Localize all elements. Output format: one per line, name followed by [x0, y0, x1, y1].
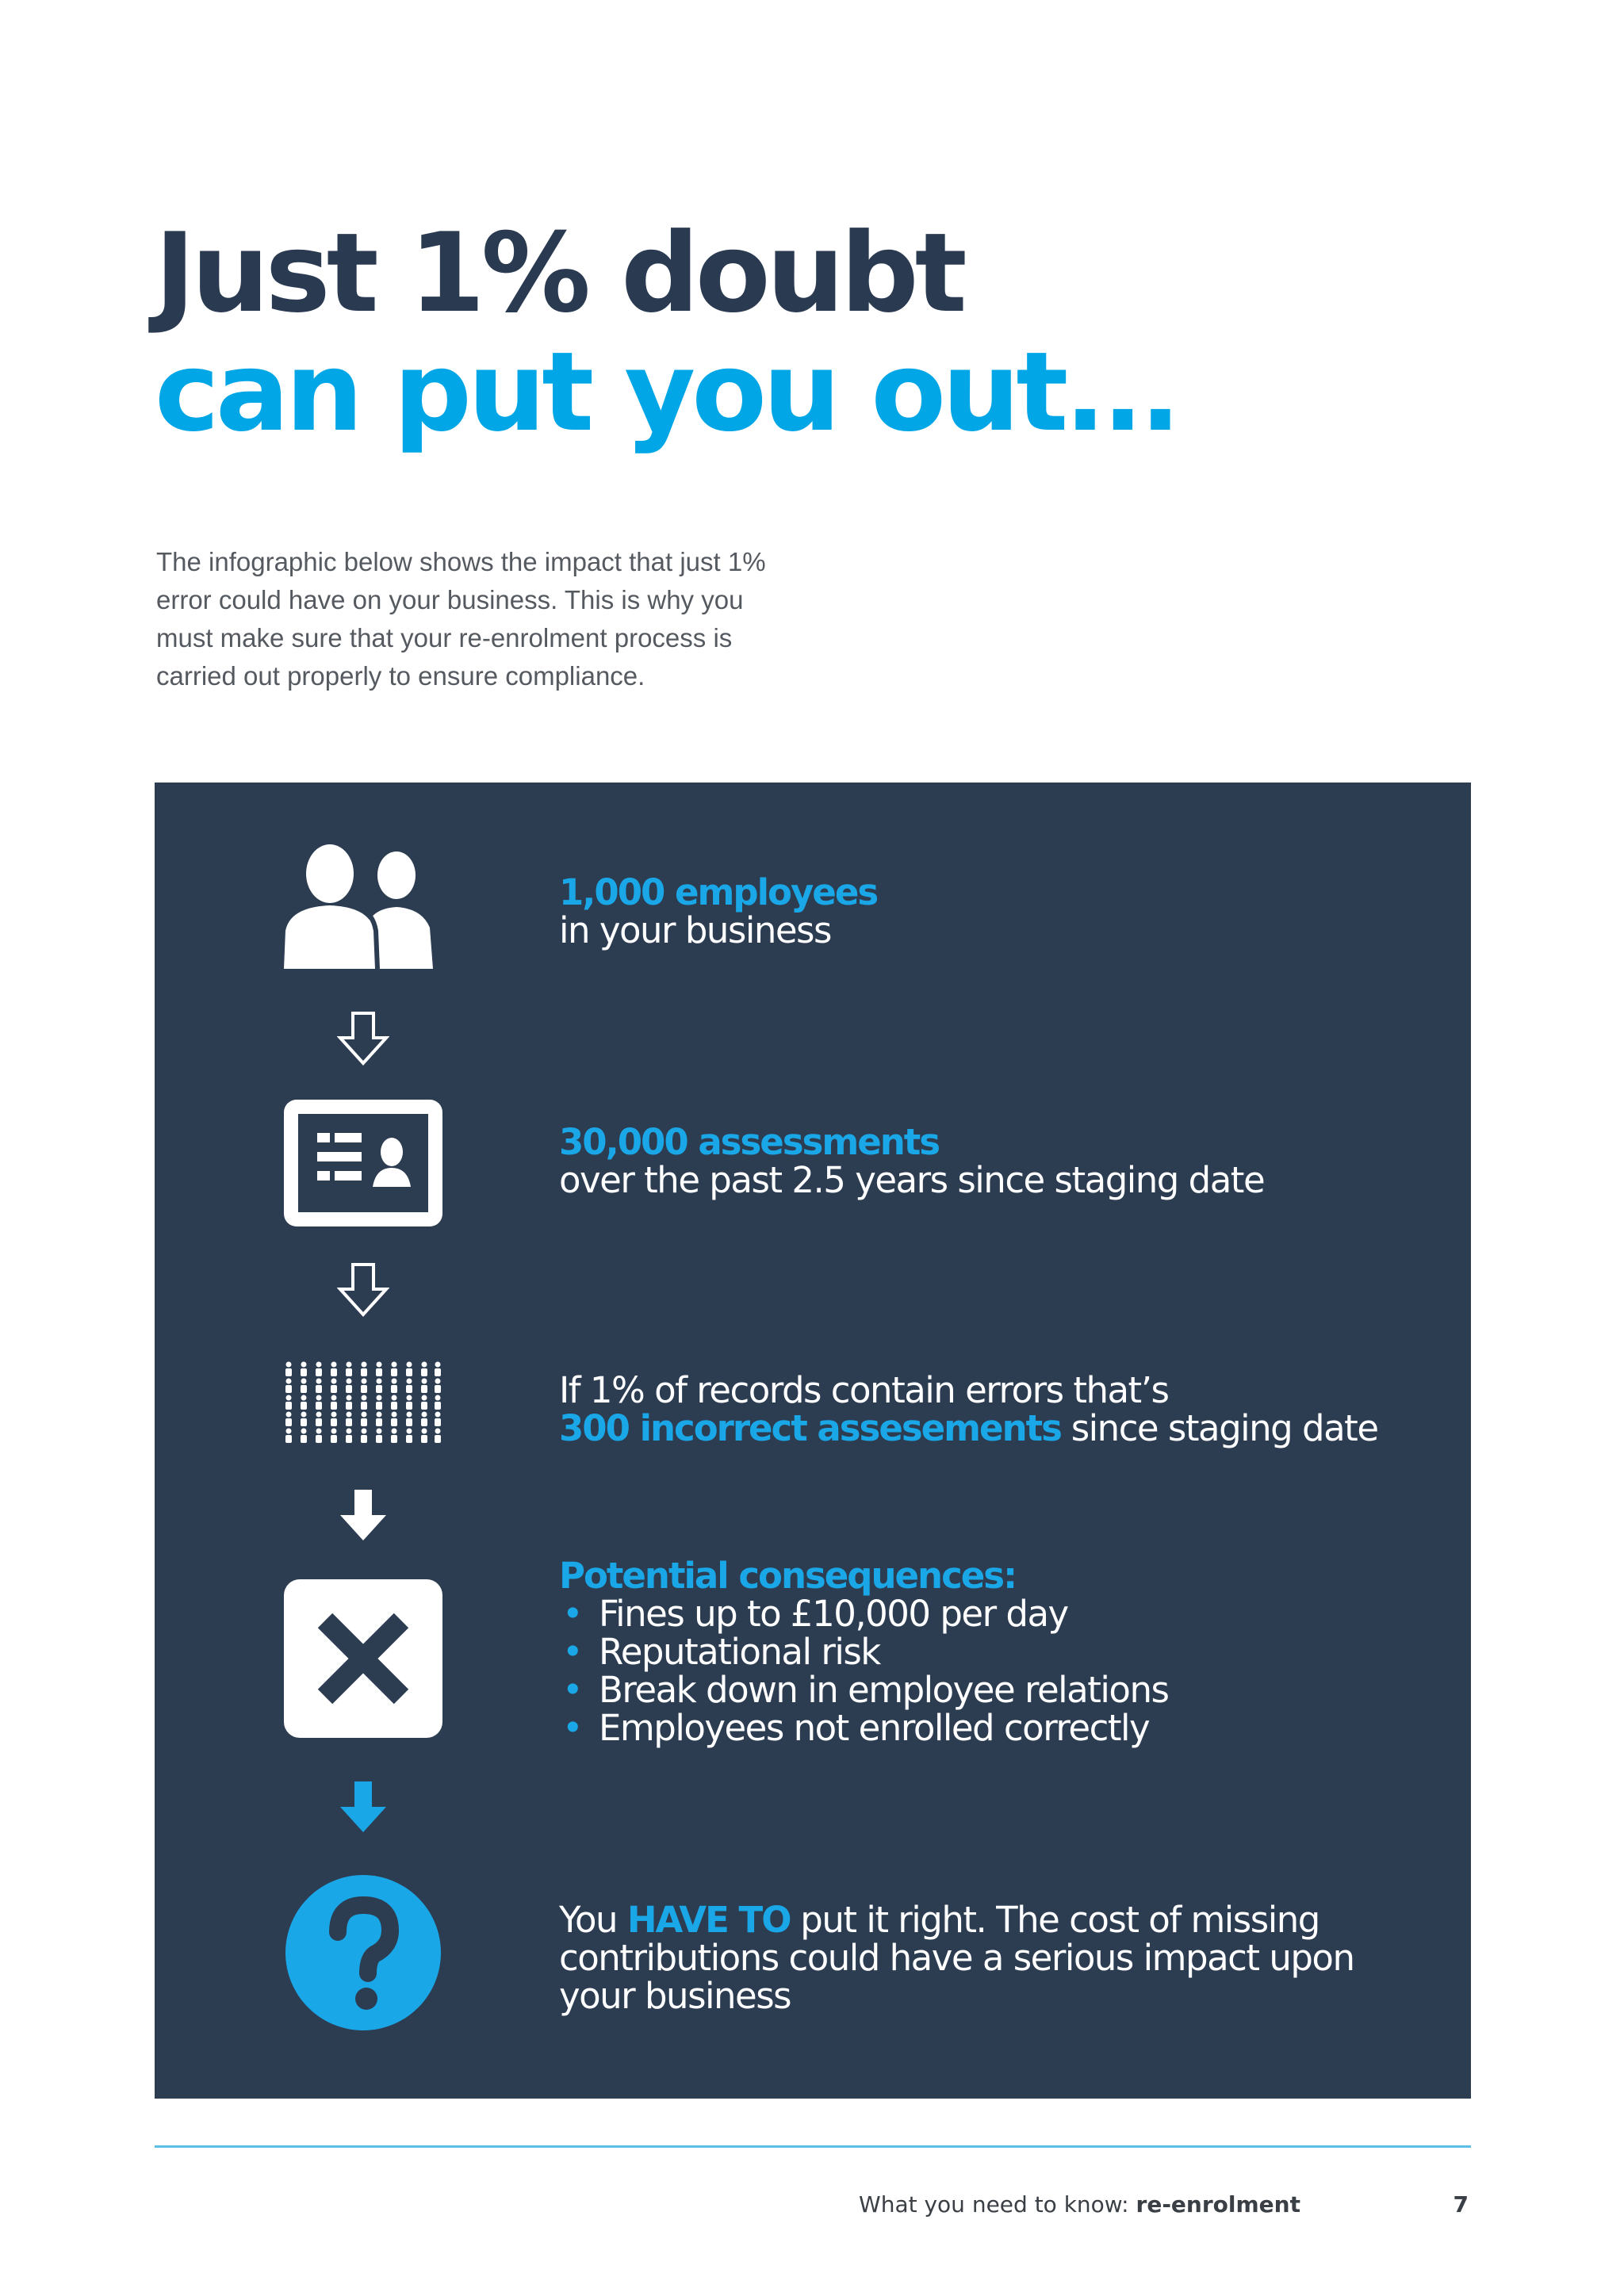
- assessments-text: over the past 2.5 years since staging date: [559, 1159, 1265, 1201]
- title-line-2: can put you out...: [155, 328, 1178, 456]
- page-number: 7: [1453, 2191, 1469, 2218]
- intro-paragraph: The infographic below shows the impact that just 1% error could have on your business. This is why you must make sure that your re-enrolment process is carried out properly to ensure compliance.: [156, 547, 766, 691]
- employees-highlight: 1,000 employees: [559, 871, 878, 913]
- put-right-highlight: HAVE TO: [626, 1899, 791, 1941]
- step-errors: [559, 1369, 1431, 1449]
- put-right-text-after: put it right. The cost of missing contributions could have a serious impact upon your business: [559, 1899, 1354, 2017]
- errors-text-after: since staging date: [1060, 1407, 1378, 1449]
- arrow-down-blue-icon: [337, 1780, 389, 1835]
- errors-highlight: 300 incorrect assesements: [559, 1407, 1061, 1449]
- footer-label-bold: re-enrolment: [1136, 2191, 1300, 2218]
- footer-label-text: What you need to know:: [859, 2191, 1136, 2218]
- arrow-down-solid-icon: [337, 1488, 389, 1544]
- put-right-text-before: You: [559, 1899, 627, 1941]
- list-item: • Employees not enrolled correctly: [559, 1709, 1431, 1747]
- people-icon: [284, 842, 442, 969]
- consequences-list: [559, 1595, 1431, 1747]
- employees-text: in your business: [559, 909, 831, 951]
- step-employees: [559, 871, 1431, 951]
- question-mark-icon: [284, 1873, 442, 2032]
- consequences-heading: Potential consequences:: [559, 1555, 1017, 1597]
- step-put-it-right: [559, 1901, 1431, 2015]
- list-item: • Fines up to £10,000 per day: [559, 1595, 1431, 1633]
- footer-divider: [155, 2145, 1471, 2148]
- errors-line-2: [559, 1407, 1431, 1449]
- step-consequences: [559, 1557, 1431, 1747]
- step-assessments: [559, 1123, 1431, 1200]
- crowd-grid-icon: [284, 1361, 442, 1444]
- arrow-down-outline-icon: [337, 1011, 389, 1066]
- id-card-icon: [284, 1100, 442, 1226]
- title-line-1: Just 1% doubt: [155, 209, 963, 337]
- infographic-panel: [155, 783, 1471, 2099]
- assessments-highlight: 30,000 assessments: [559, 1121, 940, 1163]
- page-title: [155, 209, 1178, 456]
- errors-text-before: If 1% of records contain errors that’s: [559, 1369, 1169, 1411]
- footer-label: [859, 2191, 1300, 2218]
- list-item: • Reputational risk: [559, 1633, 1431, 1671]
- cross-icon: [284, 1579, 442, 1738]
- list-item: • Break down in employee relations: [559, 1671, 1431, 1709]
- arrow-down-outline-icon: [337, 1262, 389, 1318]
